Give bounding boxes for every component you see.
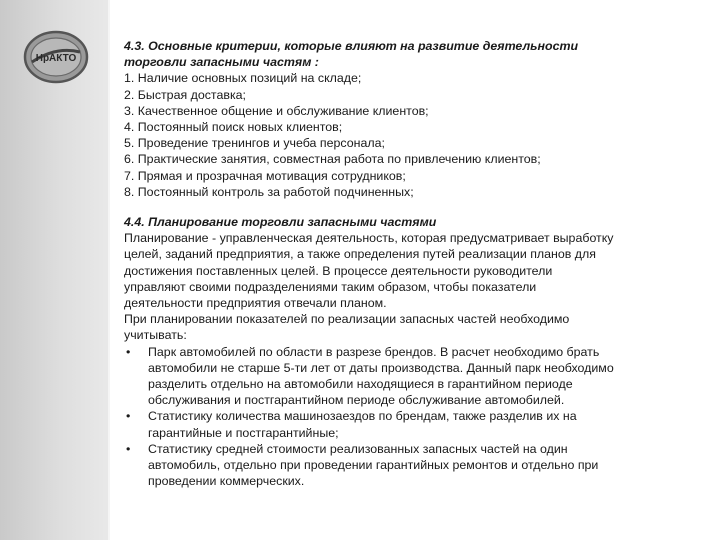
list-item: 3. Качественное общение и обслуживание клиентов; — [124, 103, 429, 118]
list-item: 6. Практические занятия, совместная работа по привлечению клиентов; — [124, 152, 541, 167]
list-item: 7. Прямая и прозрачная мотивация сотрудников; — [124, 168, 406, 183]
text-line: деятельности предприятия отвечали планом. — [124, 296, 387, 311]
list-item: 1. Наличие основных позиций на складе; — [124, 71, 362, 86]
section-heading: торговли запасными частям : — [124, 55, 319, 70]
list-item: 2. Быстрая доставка; — [124, 87, 246, 102]
text-line: целей, заданий предприятия, а также определения путей реализации планов для — [124, 247, 596, 262]
text-line: учитывать: — [124, 328, 187, 343]
bullet-icon: • — [126, 441, 131, 456]
text-line: Статистику средней стоимости реализованных запасных частей на один — [148, 441, 568, 456]
text-line: При планировании показателей по реализации запасных частей необходимо — [124, 312, 570, 327]
section-planning — [124, 214, 694, 489]
text-line: автомобили не старше 5-ти лет от даты производства. Данный парк необходимо — [148, 360, 614, 375]
text-line: Парк автомобилей по области в разрезе брендов. В расчет необходимо брать — [148, 344, 600, 359]
text-line: Планирование - управленческая деятельность, которая предусматривает выработку — [124, 231, 614, 246]
bullet-icon: • — [126, 344, 131, 359]
paragraph — [124, 311, 694, 343]
text-line: проведении коммерческих. — [148, 474, 305, 489]
section-criteria — [124, 38, 694, 200]
list-item: 4. Постоянный поиск новых клиентов; — [124, 120, 343, 135]
paragraph — [124, 230, 694, 311]
section-heading: 4.3. Основные критерии, которые влияют на развитие деятельности — [124, 39, 579, 53]
text-line: Статистику количества машинозаездов по брендам, также разделив их на — [148, 409, 577, 424]
sidebar-divider — [108, 0, 110, 540]
text-line: обслуживания и постгарантийном периоде обслуживание автомобилей. — [148, 393, 565, 408]
text-line: гарантийные и постгарантийные; — [148, 425, 339, 440]
logo-text: НрАКТО — [35, 53, 77, 64]
bullet-item — [124, 441, 694, 490]
section-heading: 4.4. Планирование торговли запасными частями — [124, 215, 437, 230]
bullet-icon: • — [126, 409, 131, 424]
document-content — [124, 38, 694, 489]
bullet-item — [124, 408, 694, 440]
list-item: 8. Постоянный контроль за работой подчиненных; — [124, 184, 414, 199]
company-logo-icon — [22, 28, 90, 86]
list-item: 5. Проведение тренингов и учеба персонала; — [124, 136, 385, 151]
text-line: достижения поставленных целей. В процессе деятельности руководители — [124, 263, 553, 278]
bullet-item — [124, 344, 694, 409]
text-line: управляют своими подразделениями таким образом, чтобы показатели — [124, 279, 537, 294]
text-line: автомобиль, отдельно при проведении гарантийных ремонтов и отдельно при — [148, 458, 599, 473]
text-line: разделить отдельно на автомобили находящиеся в гарантийном периоде — [148, 377, 573, 392]
